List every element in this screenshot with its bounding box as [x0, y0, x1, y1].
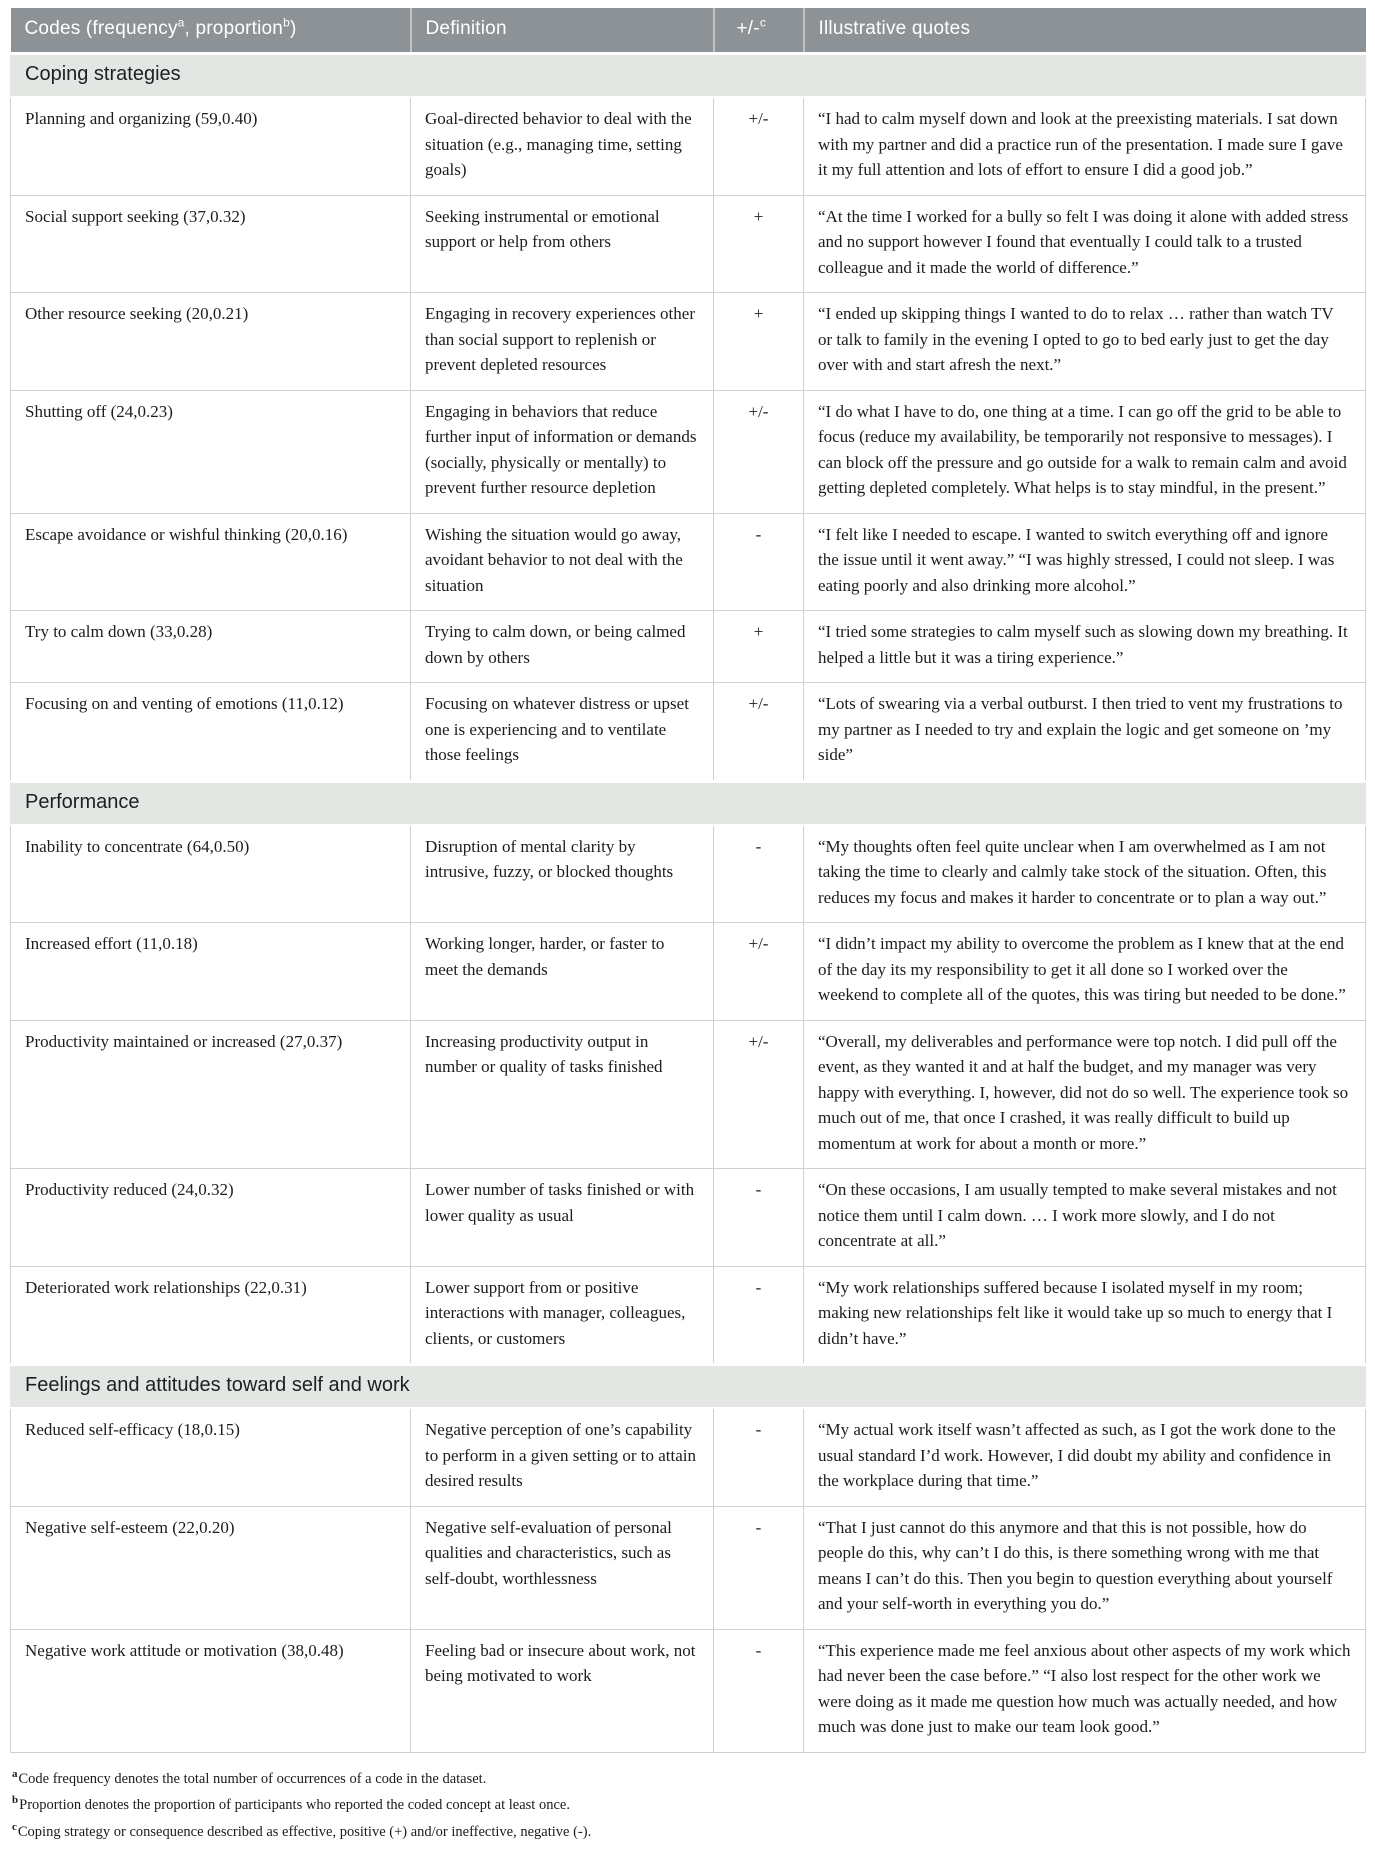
section-header-row-2: [11, 781, 1366, 825]
col-header-valence-text: +/-: [736, 18, 760, 39]
definition-cell: Wishing the situation would go away, avoidant behavior to not deal with the situation: [411, 513, 714, 611]
table-footnotes: [10, 1765, 1365, 1845]
definition-cell: Negative perception of one’s capability to perform in a given setting or to attain desired results: [411, 1408, 714, 1506]
definition-cell: Lower number of tasks finished or with lower quality as usual: [411, 1169, 714, 1267]
quote-cell: “My actual work itself wasn’t affected as such, as I got the work done to the usual standard I’d work. However, I did doubt my ability and confidence in the workplace during that time.”: [804, 1408, 1366, 1506]
code-cell: Social support seeking (37,0.32): [11, 195, 411, 293]
quote-cell: “I had to calm myself down and look at the preexisting materials. I sat down with my partner and did a practice run of the presentation. I made sure I gave it my full attention and lots of effort to ensure I did a good job.”: [804, 97, 1366, 195]
section-header-row-3: [11, 1365, 1366, 1409]
table-row: [11, 513, 1366, 611]
section-title: Coping strategies: [25, 63, 181, 85]
definition-cell: Focusing on whatever distress or upset one is experiencing and to ventilate those feelings: [411, 683, 714, 782]
valence-cell: -: [714, 513, 804, 611]
table-row: [11, 1629, 1366, 1752]
valence-cell: +/-: [714, 683, 804, 782]
footnote-marker: c: [12, 1821, 17, 1834]
table-row: [11, 1408, 1366, 1506]
quote-cell: “I didn’t impact my ability to overcome the problem as I knew that at the end of the day its my responsibility to get it all done so I worked over the weekend to complete all of the quotes, this was tiring but needed to be done.”: [804, 923, 1366, 1021]
valence-cell: +/-: [714, 1020, 804, 1169]
code-cell: Try to calm down (33,0.28): [11, 611, 411, 683]
table-row: [11, 611, 1366, 683]
col-header-valence: [714, 8, 804, 54]
table-body: [11, 54, 1366, 1753]
code-cell: Escape avoidance or wishful thinking (20,0.16): [11, 513, 411, 611]
table-header-row: [11, 8, 1366, 54]
col-header-codes: [11, 8, 411, 54]
table-row: [11, 195, 1366, 293]
code-cell: Negative self-esteem (22,0.20): [11, 1506, 411, 1629]
col-header-codes-text3: ): [289, 18, 297, 39]
footnote-marker: b: [12, 1794, 19, 1807]
quote-cell: “My thoughts often feel quite unclear when I am overwhelmed as I am not taking the time to clearly and calmly take stock of the situation. Often, this reduces my focus and makes it harder to concentrate or to plan a way out.”: [804, 825, 1366, 923]
definition-cell: Feeling bad or insecure about work, not being motivated to work: [411, 1629, 714, 1752]
table-row: [11, 1506, 1366, 1629]
definition-cell: Working longer, harder, or faster to meet the demands: [411, 923, 714, 1021]
definition-cell: Increasing productivity output in number or quality of tasks finished: [411, 1020, 714, 1169]
code-cell: Productivity reduced (24,0.32): [11, 1169, 411, 1267]
code-cell: Shutting off (24,0.23): [11, 390, 411, 513]
footnote-text: Proportion denotes the proportion of participants who reported the coded concept at least once.: [19, 1797, 570, 1814]
valence-cell: -: [714, 825, 804, 923]
table-row: [11, 1266, 1366, 1365]
table-row: [11, 390, 1366, 513]
table-header: [11, 8, 1366, 54]
valence-cell: +: [714, 293, 804, 391]
footnote-marker: a: [12, 1767, 18, 1780]
footnote-ref-a: a: [177, 15, 185, 30]
code-cell: Focusing on and venting of emotions (11,0.12): [11, 683, 411, 782]
quote-cell: “That I just cannot do this anymore and that this is not possible, how do people do this, why can’t I do this, is there something wrong with me that means I can’t do this. Then you begin to question everything about yourself and your self-worth in everything you do.”: [804, 1506, 1366, 1629]
footnote-ref-b: b: [283, 15, 290, 30]
col-header-definition: Definition: [411, 8, 714, 54]
definition-cell: Negative self-evaluation of personal qualities and characteristics, such as self-doubt, worthlessness: [411, 1506, 714, 1629]
col-header-codes-text2: , proportion: [184, 18, 284, 39]
definition-cell: Disruption of mental clarity by intrusive, fuzzy, or blocked thoughts: [411, 825, 714, 923]
quote-cell: “This experience made me feel anxious about other aspects of my work which had never been the case before.” “I also lost respect for the other work we were doing as it made me question how much was actually needed, and how much was done just to make our team look good.”: [804, 1629, 1366, 1752]
footnote-ref-c: c: [759, 15, 767, 30]
definition-cell: Lower support from or positive interactions with manager, colleagues, clients, or customers: [411, 1266, 714, 1365]
codes-table: [10, 8, 1366, 1753]
code-cell: Inability to concentrate (64,0.50): [11, 825, 411, 923]
footnote-text: Code frequency denotes the total number of occurrences of a code in the dataset.: [18, 1770, 487, 1787]
quote-cell: “Overall, my deliverables and performance were top notch. I did pull off the event, as they wanted it and at half the budget, and my manager was very happy with everything. I, however, did not do so well. The experience took so much out of me, that once I crashed, it was really difficult to build up momentum at work for about a month or more.”: [804, 1020, 1366, 1169]
definition-cell: Goal-directed behavior to deal with the situation (e.g., managing time, setting goals): [411, 97, 714, 195]
code-cell: Negative work attitude or motivation (38,0.48): [11, 1629, 411, 1752]
code-cell: Increased effort (11,0.18): [11, 923, 411, 1021]
valence-cell: -: [714, 1266, 804, 1365]
definition-cell: Trying to calm down, or being calmed down by others: [411, 611, 714, 683]
quote-cell: “Lots of swearing via a verbal outburst. I then tried to vent my frustrations to my partner as I needed to try and explain the logic and get someone on ’my side”: [804, 683, 1366, 782]
section-header-row-1: [11, 54, 1366, 98]
quote-cell: “My work relationships suffered because I isolated myself in my room; making new relationships felt like it would take up so much to energy that I didn’t have.”: [804, 1266, 1366, 1365]
valence-cell: +: [714, 611, 804, 683]
table-row: [11, 923, 1366, 1021]
section-title: Feelings and attitudes toward self and work: [25, 1374, 410, 1396]
footnote: [12, 1765, 1365, 1792]
definition-cell: Engaging in recovery experiences other than social support to replenish or prevent depleted resources: [411, 293, 714, 391]
code-cell: Planning and organizing (59,0.40): [11, 97, 411, 195]
col-header-codes-text: Codes (frequency: [24, 18, 178, 39]
code-cell: Productivity maintained or increased (27,0.37): [11, 1020, 411, 1169]
table-row: [11, 97, 1366, 195]
valence-cell: +/-: [714, 390, 804, 513]
table-row: [11, 825, 1366, 923]
valence-cell: -: [714, 1408, 804, 1506]
code-cell: Deteriorated work relationships (22,0.31): [11, 1266, 411, 1365]
section-title: Performance: [25, 790, 140, 813]
definition-cell: Seeking instrumental or emotional support or help from others: [411, 195, 714, 293]
quote-cell: “I do what I have to do, one thing at a time. I can go off the grid to be able to focus (reduce my availability, be temporarily not responsive to messages). I can block off the pressure and go outside for a walk to remain calm and avoid getting depleted completely. What helps is to stay mindful, in the present.”: [804, 390, 1366, 513]
valence-cell: +/-: [714, 97, 804, 195]
valence-cell: +/-: [714, 923, 804, 1021]
definition-cell: Engaging in behaviors that reduce further input of information or demands (socially, physically or mentally) to prevent further resource depletion: [411, 390, 714, 513]
code-cell: Other resource seeking (20,0.21): [11, 293, 411, 391]
table-row: [11, 683, 1366, 782]
valence-cell: -: [714, 1169, 804, 1267]
valence-cell: -: [714, 1506, 804, 1629]
table-row: [11, 1169, 1366, 1267]
quote-cell: “On these occasions, I am usually tempted to make several mistakes and not notice them until I calm down. … I work more slowly, and I do not concentrate at all.”: [804, 1169, 1366, 1267]
table-row: [11, 1020, 1366, 1169]
quote-cell: “I ended up skipping things I wanted to do to relax … rather than watch TV or talk to family in the evening I opted to go to bed early just to get the day over with and start afresh the next.”: [804, 293, 1366, 391]
footnote: [12, 1818, 1365, 1845]
table-row: [11, 293, 1366, 391]
valence-cell: +: [714, 195, 804, 293]
col-header-quotes: Illustrative quotes: [804, 8, 1366, 54]
code-cell: Reduced self-efficacy (18,0.15): [11, 1408, 411, 1506]
quote-cell: “At the time I worked for a bully so felt I was doing it alone with added stress and no support however I found that eventually I could talk to a trusted colleague and it made the world of difference.”: [804, 195, 1366, 293]
quote-cell: “I felt like I needed to escape. I wanted to switch everything off and ignore the issue until it went away.” “I was highly stressed, I could not sleep. I was eating poorly and also drinking more alcohol.”: [804, 513, 1366, 611]
footnote: [12, 1791, 1365, 1818]
quote-cell: “I tried some strategies to calm myself such as slowing down my breathing. It helped a little but it was a tiring experience.”: [804, 611, 1366, 683]
footnote-text: Coping strategy or consequence described as effective, positive (+) and/or ineffective, negative (-).: [17, 1823, 592, 1840]
valence-cell: -: [714, 1629, 804, 1752]
